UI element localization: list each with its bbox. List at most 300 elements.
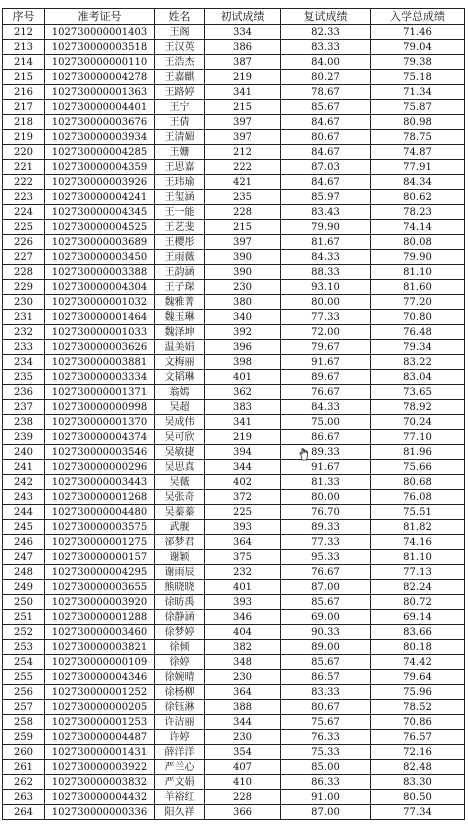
cell-retest-score: 76.33	[281, 730, 371, 745]
table-row	[3, 640, 465, 655]
cell-serial-number: 249	[3, 580, 45, 595]
cell-retest-score: 90.33	[281, 625, 371, 640]
cell-total-score: 71.34	[371, 85, 465, 100]
cell-name: 王倩	[155, 115, 205, 130]
cell-serial-number: 222	[3, 175, 45, 190]
cell-exam-id: 102730000001252	[45, 685, 155, 700]
cell-name: 王玮瑜	[155, 175, 205, 190]
cell-preliminary-score: 230	[205, 280, 281, 295]
cell-exam-id: 102730000001371	[45, 385, 155, 400]
table-row	[3, 205, 465, 220]
cell-total-score: 79.04	[371, 40, 465, 55]
cell-preliminary-score: 364	[205, 535, 281, 550]
table-row	[3, 235, 465, 250]
table-row	[3, 25, 465, 40]
cell-preliminary-score: 388	[205, 700, 281, 715]
cell-preliminary-score: 404	[205, 625, 281, 640]
table-row	[3, 325, 465, 340]
table-row	[3, 430, 465, 445]
cell-retest-score: 76.67	[281, 565, 371, 580]
cell-name: 徐钰淋	[155, 700, 205, 715]
table-row	[3, 370, 465, 385]
cell-exam-id: 102730000001032	[45, 295, 155, 310]
cell-serial-number: 214	[3, 55, 45, 70]
header-preliminary-score: 初试成绩	[205, 9, 281, 25]
cell-retest-score: 76.67	[281, 385, 371, 400]
cell-name: 羊裕红	[155, 790, 205, 805]
table-row	[3, 610, 465, 625]
cell-retest-score: 89.33	[281, 520, 371, 535]
table-row	[3, 445, 465, 460]
cell-retest-score: 79.90	[281, 220, 371, 235]
cell-preliminary-score: 396	[205, 340, 281, 355]
cell-preliminary-score: 219	[205, 430, 281, 445]
cell-exam-id: 102730000004401	[45, 100, 155, 115]
cell-exam-id: 102730000004480	[45, 505, 155, 520]
cell-serial-number: 231	[3, 310, 45, 325]
cell-preliminary-score: 397	[205, 235, 281, 250]
cell-name: 王雨薇	[155, 250, 205, 265]
cell-retest-score: 89.67	[281, 370, 371, 385]
cell-total-score: 77.13	[371, 565, 465, 580]
cell-preliminary-score: 230	[205, 670, 281, 685]
cell-retest-score: 85.67	[281, 595, 371, 610]
cell-total-score: 74.42	[371, 655, 465, 670]
table-row	[3, 295, 465, 310]
table-row	[3, 250, 465, 265]
cell-total-score: 77.91	[371, 160, 465, 175]
cell-preliminary-score: 215	[205, 220, 281, 235]
cell-total-score: 70.24	[371, 415, 465, 430]
table-row	[3, 115, 465, 130]
cell-preliminary-score: 354	[205, 745, 281, 760]
cell-preliminary-score: 390	[205, 250, 281, 265]
cell-retest-score: 84.33	[281, 400, 371, 415]
cell-preliminary-score: 346	[205, 610, 281, 625]
header-total-score: 入学总成绩	[371, 9, 465, 25]
cell-retest-score: 81.67	[281, 235, 371, 250]
table-row	[3, 805, 465, 820]
cell-exam-id: 102730000000296	[45, 460, 155, 475]
cell-name: 徐婉晴	[155, 670, 205, 685]
cell-preliminary-score: 334	[205, 25, 281, 40]
table-row	[3, 580, 465, 595]
cell-name: 王一能	[155, 205, 205, 220]
cell-preliminary-score: 235	[205, 190, 281, 205]
cell-serial-number: 253	[3, 640, 45, 655]
cell-name: 温美娟	[155, 340, 205, 355]
cell-retest-score: 87.00	[281, 580, 371, 595]
cell-serial-number: 247	[3, 550, 45, 565]
cell-total-score: 80.50	[371, 790, 465, 805]
cell-retest-score: 88.33	[281, 265, 371, 280]
cell-exam-id: 102730000003575	[45, 520, 155, 535]
table-row	[3, 535, 465, 550]
table-row	[3, 70, 465, 85]
cell-preliminary-score: 366	[205, 805, 281, 820]
cell-preliminary-score: 225	[205, 505, 281, 520]
cell-total-score: 77.20	[371, 295, 465, 310]
cell-total-score: 79.90	[371, 250, 465, 265]
cell-total-score: 76.48	[371, 325, 465, 340]
table-row	[3, 685, 465, 700]
cell-preliminary-score: 348	[205, 655, 281, 670]
cell-total-score: 77.34	[371, 805, 465, 820]
cell-total-score: 80.62	[371, 190, 465, 205]
cell-exam-id: 102730000001253	[45, 715, 155, 730]
cell-name: 许洁丽	[155, 715, 205, 730]
cell-exam-id: 102730000003881	[45, 355, 155, 370]
cell-exam-id: 102730000003922	[45, 760, 155, 775]
cell-name: 吴蓁蓁	[155, 505, 205, 520]
cell-total-score: 82.48	[371, 760, 465, 775]
cell-exam-id: 102730000003832	[45, 775, 155, 790]
cell-preliminary-score: 397	[205, 115, 281, 130]
cell-retest-score: 82.33	[281, 25, 371, 40]
cell-retest-score: 89.33	[281, 445, 371, 460]
cell-serial-number: 215	[3, 70, 45, 85]
cell-serial-number: 260	[3, 745, 45, 760]
cell-serial-number: 256	[3, 685, 45, 700]
cell-total-score: 73.65	[371, 385, 465, 400]
cell-serial-number: 236	[3, 385, 45, 400]
cell-total-score: 81.10	[371, 265, 465, 280]
cell-total-score: 75.96	[371, 685, 465, 700]
cell-preliminary-score: 228	[205, 790, 281, 805]
cell-name: 吴超	[155, 400, 205, 415]
cell-exam-id: 102730000000110	[45, 55, 155, 70]
table-header	[3, 9, 465, 25]
cell-preliminary-score: 380	[205, 295, 281, 310]
cell-name: 徐婷	[155, 655, 205, 670]
cell-total-score: 79.38	[371, 55, 465, 70]
cell-exam-id: 102730000004304	[45, 280, 155, 295]
cell-total-score: 75.66	[371, 460, 465, 475]
cell-total-score: 81.60	[371, 280, 465, 295]
cell-retest-score: 85.00	[281, 760, 371, 775]
cell-exam-id: 102730000000998	[45, 400, 155, 415]
cell-retest-score: 85.67	[281, 100, 371, 115]
cell-exam-id: 102730000004374	[45, 430, 155, 445]
table-row	[3, 100, 465, 115]
cell-preliminary-score: 341	[205, 415, 281, 430]
cell-exam-id: 102730000004525	[45, 220, 155, 235]
cell-retest-score: 86.33	[281, 775, 371, 790]
cell-exam-id: 102730000003926	[45, 175, 155, 190]
cell-preliminary-score: 407	[205, 760, 281, 775]
cell-total-score: 81.96	[371, 445, 465, 460]
cell-preliminary-score: 230	[205, 730, 281, 745]
cell-serial-number: 216	[3, 85, 45, 100]
cell-retest-score: 81.33	[281, 475, 371, 490]
table-row	[3, 355, 465, 370]
cell-retest-score: 91.67	[281, 460, 371, 475]
cell-total-score: 76.57	[371, 730, 465, 745]
table-row	[3, 385, 465, 400]
table-row	[3, 310, 465, 325]
cell-preliminary-score: 344	[205, 460, 281, 475]
cell-preliminary-score: 394	[205, 445, 281, 460]
cell-exam-id: 102730000001363	[45, 85, 155, 100]
cell-serial-number: 221	[3, 160, 45, 175]
cell-retest-score: 93.10	[281, 280, 371, 295]
cell-retest-score: 86.67	[281, 430, 371, 445]
cell-preliminary-score: 390	[205, 265, 281, 280]
cell-name: 王子琛	[155, 280, 205, 295]
cell-preliminary-score: 375	[205, 550, 281, 565]
cell-retest-score: 84.67	[281, 175, 371, 190]
cell-retest-score: 75.33	[281, 745, 371, 760]
cell-preliminary-score: 397	[205, 130, 281, 145]
cell-exam-id: 102730000000205	[45, 700, 155, 715]
admission-results-table	[2, 8, 465, 820]
cell-retest-score: 85.97	[281, 190, 371, 205]
table-row	[3, 55, 465, 70]
table-row	[3, 160, 465, 175]
cell-serial-number: 264	[3, 805, 45, 820]
cell-total-score: 76.08	[371, 490, 465, 505]
cell-exam-id: 102730000004359	[45, 160, 155, 175]
cell-preliminary-score: 341	[205, 85, 281, 100]
cell-exam-id: 102730000001403	[45, 25, 155, 40]
cell-total-score: 82.24	[371, 580, 465, 595]
cell-serial-number: 230	[3, 295, 45, 310]
cell-exam-id: 102730000003626	[45, 340, 155, 355]
cell-name: 严兰心	[155, 760, 205, 775]
table-body	[3, 25, 465, 820]
header-name: 姓名	[155, 9, 205, 25]
cell-total-score: 83.22	[371, 355, 465, 370]
table-row	[3, 190, 465, 205]
cell-serial-number: 225	[3, 220, 45, 235]
cell-total-score: 80.18	[371, 640, 465, 655]
cell-name: 熊晓晓	[155, 580, 205, 595]
cell-name: 武舰	[155, 520, 205, 535]
cell-exam-id: 102730000001370	[45, 415, 155, 430]
cell-total-score: 81.10	[371, 550, 465, 565]
table-row	[3, 145, 465, 160]
cell-exam-id: 102730000003518	[45, 40, 155, 55]
table-row	[3, 760, 465, 775]
cell-retest-score: 89.00	[281, 640, 371, 655]
cell-name: 王姗	[155, 145, 205, 160]
cell-serial-number: 242	[3, 475, 45, 490]
cell-name: 徐倾	[155, 640, 205, 655]
cell-exam-id: 102730000001268	[45, 490, 155, 505]
cell-exam-id: 102730000003934	[45, 130, 155, 145]
cell-preliminary-score: 212	[205, 145, 281, 160]
cell-retest-score: 91.67	[281, 355, 371, 370]
cell-total-score: 75.87	[371, 100, 465, 115]
cell-name: 魏泽坤	[155, 325, 205, 340]
cell-preliminary-score: 398	[205, 355, 281, 370]
cell-serial-number: 237	[3, 400, 45, 415]
cell-preliminary-score: 382	[205, 640, 281, 655]
cell-name: 翁嫣	[155, 385, 205, 400]
cell-exam-id: 102730000004278	[45, 70, 155, 85]
cell-name: 严文娟	[155, 775, 205, 790]
cell-retest-score: 86.57	[281, 670, 371, 685]
cell-serial-number: 226	[3, 235, 45, 250]
cell-exam-id: 102730000000336	[45, 805, 155, 820]
table-row	[3, 715, 465, 730]
cell-exam-id: 102730000003443	[45, 475, 155, 490]
cell-serial-number: 227	[3, 250, 45, 265]
cell-total-score: 78.52	[371, 700, 465, 715]
cell-name: 魏雅菁	[155, 295, 205, 310]
cell-retest-score: 77.33	[281, 535, 371, 550]
cell-total-score: 80.68	[371, 475, 465, 490]
cell-exam-id: 102730000000157	[45, 550, 155, 565]
cell-serial-number: 223	[3, 190, 45, 205]
cell-retest-score: 95.33	[281, 550, 371, 565]
cell-serial-number: 232	[3, 325, 45, 340]
cell-serial-number: 243	[3, 490, 45, 505]
cell-exam-id: 102730000001288	[45, 610, 155, 625]
cell-serial-number: 245	[3, 520, 45, 535]
cell-total-score: 83.66	[371, 625, 465, 640]
cell-serial-number: 252	[3, 625, 45, 640]
cell-name: 王艺斐	[155, 220, 205, 235]
table-row	[3, 730, 465, 745]
cell-preliminary-score: 228	[205, 205, 281, 220]
cell-serial-number: 250	[3, 595, 45, 610]
cell-total-score: 78.92	[371, 400, 465, 415]
cell-exam-id: 102730000004346	[45, 670, 155, 685]
cell-exam-id: 102730000004285	[45, 145, 155, 160]
header-row	[3, 9, 465, 25]
cell-name: 徐杨柳	[155, 685, 205, 700]
cell-total-score: 79.34	[371, 340, 465, 355]
cell-retest-score: 78.67	[281, 85, 371, 100]
cell-serial-number: 213	[3, 40, 45, 55]
cell-exam-id: 102730000003546	[45, 445, 155, 460]
cell-serial-number: 212	[3, 25, 45, 40]
cell-exam-id: 102730000003655	[45, 580, 155, 595]
table-row	[3, 40, 465, 55]
header-exam-id: 准考证号	[45, 9, 155, 25]
cell-retest-score: 83.33	[281, 685, 371, 700]
cell-total-score: 80.72	[371, 595, 465, 610]
cell-total-score: 81.82	[371, 520, 465, 535]
cell-retest-score: 84.00	[281, 55, 371, 70]
cell-serial-number: 259	[3, 730, 45, 745]
cell-preliminary-score: 222	[205, 160, 281, 175]
cell-preliminary-score: 362	[205, 385, 281, 400]
cell-preliminary-score: 386	[205, 40, 281, 55]
table-row	[3, 670, 465, 685]
cell-name: 吴敏捷	[155, 445, 205, 460]
table-row	[3, 520, 465, 535]
cell-total-score: 70.86	[371, 715, 465, 730]
cell-total-score: 80.08	[371, 235, 465, 250]
cell-total-score: 78.23	[371, 205, 465, 220]
cell-name: 徐梦婷	[155, 625, 205, 640]
cell-exam-id: 102730000003689	[45, 235, 155, 250]
cell-name: 王韵涵	[155, 265, 205, 280]
cell-preliminary-score: 401	[205, 580, 281, 595]
cell-retest-score: 84.33	[281, 250, 371, 265]
cell-exam-id: 102730000003676	[45, 115, 155, 130]
cell-retest-score: 79.67	[281, 340, 371, 355]
table-row	[3, 550, 465, 565]
cell-retest-score: 85.67	[281, 655, 371, 670]
cell-preliminary-score: 219	[205, 70, 281, 85]
cell-retest-score: 84.67	[281, 115, 371, 130]
cell-serial-number: 257	[3, 700, 45, 715]
table-row	[3, 175, 465, 190]
table-row	[3, 415, 465, 430]
table-row	[3, 400, 465, 415]
cell-retest-score: 72.00	[281, 325, 371, 340]
cell-name: 魏玉琳	[155, 310, 205, 325]
cell-retest-score: 80.27	[281, 70, 371, 85]
cell-exam-id: 102730000003920	[45, 595, 155, 610]
cell-serial-number: 261	[3, 760, 45, 775]
cell-exam-id: 102730000004295	[45, 565, 155, 580]
cell-retest-score: 80.00	[281, 490, 371, 505]
cell-serial-number: 233	[3, 340, 45, 355]
cell-exam-id: 102730000003821	[45, 640, 155, 655]
cell-name: 王宁	[155, 100, 205, 115]
cell-total-score: 70.80	[371, 310, 465, 325]
cell-total-score: 75.51	[371, 505, 465, 520]
cell-serial-number: 224	[3, 205, 45, 220]
cell-serial-number: 263	[3, 790, 45, 805]
cell-name: 王思嘉	[155, 160, 205, 175]
cell-total-score: 71.46	[371, 25, 465, 40]
cell-serial-number: 258	[3, 715, 45, 730]
cell-preliminary-score: 410	[205, 775, 281, 790]
cell-total-score: 74.87	[371, 145, 465, 160]
cell-serial-number: 240	[3, 445, 45, 460]
cell-total-score: 84.34	[371, 175, 465, 190]
table-row	[3, 625, 465, 640]
cell-retest-score: 69.00	[281, 610, 371, 625]
cell-name: 薛洋洋	[155, 745, 205, 760]
cell-name: 王玺涵	[155, 190, 205, 205]
cell-serial-number: 246	[3, 535, 45, 550]
header-retest-score: 复试成绩	[281, 9, 371, 25]
cell-retest-score: 77.33	[281, 310, 371, 325]
cell-total-score: 74.16	[371, 535, 465, 550]
cell-retest-score: 84.67	[281, 145, 371, 160]
cell-serial-number: 218	[3, 115, 45, 130]
cell-name: 阳久祥	[155, 805, 205, 820]
cell-exam-id: 102730000000109	[45, 655, 155, 670]
cell-preliminary-score: 392	[205, 325, 281, 340]
cell-serial-number: 251	[3, 610, 45, 625]
cell-serial-number: 220	[3, 145, 45, 160]
cell-name: 吴薇	[155, 475, 205, 490]
table-row	[3, 790, 465, 805]
cell-preliminary-score: 393	[205, 595, 281, 610]
table-row	[3, 475, 465, 490]
cell-preliminary-score: 340	[205, 310, 281, 325]
cell-name: 谢颖	[155, 550, 205, 565]
cell-preliminary-score: 344	[205, 715, 281, 730]
cell-total-score: 75.18	[371, 70, 465, 85]
cell-exam-id: 102730000003334	[45, 370, 155, 385]
table-row	[3, 565, 465, 580]
cell-serial-number: 228	[3, 265, 45, 280]
cell-name: 许婷	[155, 730, 205, 745]
cell-total-score: 83.04	[371, 370, 465, 385]
cell-exam-id: 102730000004487	[45, 730, 155, 745]
cell-exam-id: 102730000001033	[45, 325, 155, 340]
cell-serial-number: 234	[3, 355, 45, 370]
cell-total-score: 78.75	[371, 130, 465, 145]
